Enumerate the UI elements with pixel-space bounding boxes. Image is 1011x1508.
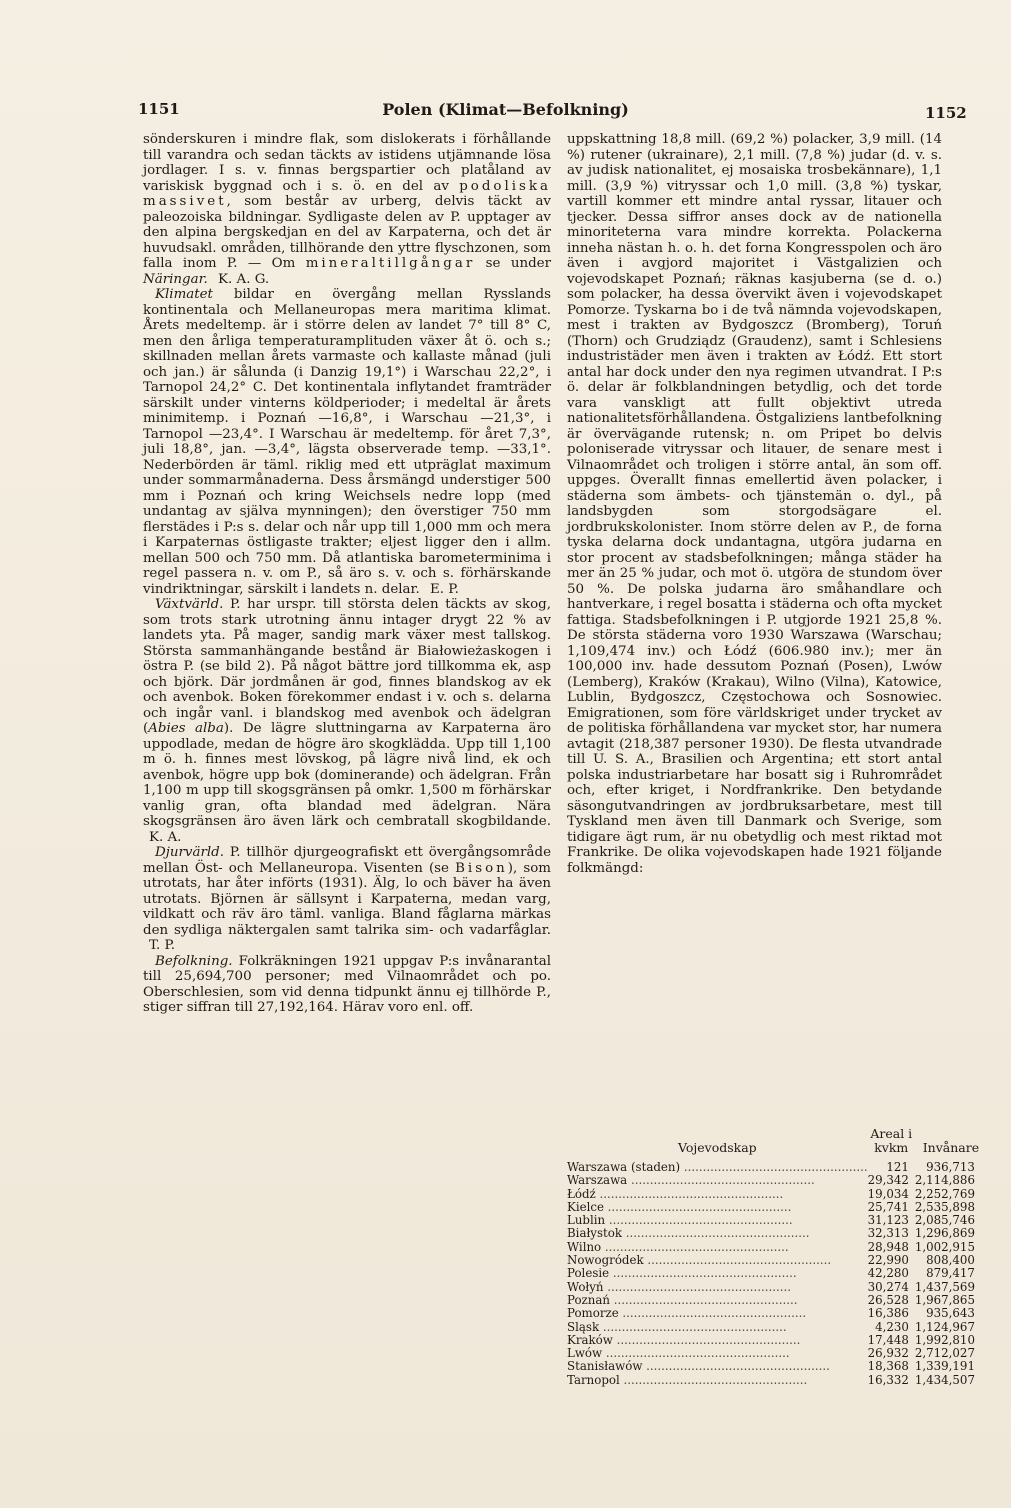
cell-area: 32,313 — [867, 1226, 909, 1241]
page-number-left: 1151 — [138, 100, 180, 118]
cell-voivodeship: Kraków ..... — [567, 1334, 868, 1347]
table-body — [567, 1161, 987, 1387]
cell-area: 28,948 — [867, 1239, 909, 1254]
paragraph-population: Befolkning. Folkräkningen 1921 uppgav P:s invånarantal till 25,694,700 personer; med Vilnaområdet och po. Oberschlesien, som vid denna tidpunkt ännu ej tillhörde P., stiger siffran till 27,192,164. Härav voro enl. off. — [143, 953, 551, 1015]
table-row — [567, 1281, 987, 1294]
cell-area: 29,342 — [867, 1173, 909, 1188]
column-header-name: Vojevodskap — [677, 1140, 757, 1155]
section-heading-flora: Växtvärld. — [155, 597, 224, 612]
cell-population: 2,085,746 — [914, 1213, 975, 1228]
cell-area: 25,741 — [867, 1199, 909, 1214]
cell-voivodeship: Stanisławów ..... — [567, 1360, 868, 1373]
author-signature: K. A. — [149, 829, 182, 845]
cell-voivodeship: Kielce ..... — [567, 1201, 868, 1214]
author-signature: K. A. G. — [218, 271, 270, 287]
cell-voivodeship: Tarnopol ..... — [567, 1374, 868, 1387]
page-title: Polen (Klimat—Befolkning) — [382, 100, 629, 119]
cell-population: 1,992,810 — [914, 1332, 975, 1347]
table-row — [567, 1214, 987, 1227]
cell-voivodeship: Nowogródek ..... — [567, 1254, 868, 1267]
cell-area: 19,034 — [867, 1186, 909, 1201]
cell-population: 1,339,191 — [914, 1359, 975, 1374]
cell-voivodeship: Lublin ..... — [567, 1214, 868, 1227]
cell-population: 1,434,507 — [914, 1372, 975, 1387]
section-heading-fauna: Djurvärld. — [155, 845, 224, 860]
cell-population: 1,437,569 — [914, 1279, 975, 1294]
cell-voivodeship: Warszawa ..... — [567, 1174, 868, 1187]
cell-population: 2,114,886 — [914, 1173, 975, 1188]
table-row — [567, 1174, 987, 1187]
voivodeship-table — [567, 1127, 987, 1387]
cell-area: 42,280 — [867, 1266, 909, 1281]
table-row — [567, 1294, 987, 1307]
table-row — [567, 1267, 987, 1280]
author-signature: E. P. — [429, 581, 459, 597]
cell-area: 26,528 — [867, 1292, 909, 1307]
cell-area: 4,230 — [875, 1319, 909, 1334]
table-row — [567, 1161, 987, 1174]
table-row — [567, 1188, 987, 1201]
column-header-pop: Invånare — [922, 1140, 980, 1155]
cell-area: 18,368 — [867, 1359, 909, 1374]
cell-voivodeship: Białystok ..... — [567, 1227, 868, 1240]
cell-area: 16,332 — [867, 1372, 909, 1387]
page-number-right: 1152 — [925, 104, 967, 122]
cell-population: 2,535,898 — [914, 1199, 975, 1214]
cell-area: 22,990 — [867, 1253, 909, 1268]
cell-voivodeship: Warszawa (staden) ..... — [567, 1161, 868, 1174]
table-header-row — [567, 1127, 987, 1161]
cell-voivodeship: Łódź ..... — [567, 1188, 868, 1201]
cell-voivodeship: Poznań ..... — [567, 1294, 868, 1307]
right-column — [567, 132, 942, 876]
cell-population: 808,400 — [926, 1253, 975, 1268]
table-row — [567, 1347, 987, 1360]
section-heading-climate: Klimatet — [155, 287, 213, 302]
table-row — [567, 1254, 987, 1267]
paragraph-population-cont: uppskattning 18,8 mill. (69,2 %) polacker, 3,9 mill. (14 %) rutener (ukrainare), 2,1 mill. (7,8 %) judar (d. v. s. av judisk nationalitet, ej mosaiska trosbekännare), 1,1 mill. (3,9 %) vitryssar och 1,0 mill. (3,8 %) tyskar, vartill kommer ett mindre antal ryssar, litauer och tjecker. Dessa siffror anses dock av de nationella minoriteterna vara mindre korrekta. Polackerna inneha nästan h. o. h. det forna Kongresspolen och äro även i avgjord majoritet i Västgalizien och vojevodskapet Poznań; räknas kasjuberna (se d. o.) som polacker, ha dessa övervikt även i vojevodskapet Pomorze. Tyskarna bo i de två nämnda vojevodskapen, mest i trakten av Bydgoszcz (Bromberg), Toruń (Thorn) och Grudziądz (Graudenz), samt i Schlesiens industristäder men även i trakten av Łódź. Ett stort antal har dock under den nya regimen utvandrat. I P:s ö. delar är folkblandningen betydlig, och det torde vara vanskligt att fullt objektivt utreda nationalitetsförhållandena. Östgaliziens lantbefolkning är övervägande rutensk; n. om Pripet bo delvis poloniserade vitryssar och litauer, de senare mest i Vilnaområdet och troligen i större antal, än som off. uppges. Överallt finnas emellertid även polacker, i städerna som ämbets- och tjänstemän o. dyl., på landsbygden som storgodsägare el. jordbrukskolonister. Inom större delen av P., de forna tyska delarna dock undantagna, utgöra judarna en stor procent av stadsbefolkningen; många städer ha mer än 25 % judar, och mot ö. utgöra de stundom över 50 %. De polska judarna äro småhandlare och hantverkare, i regel bosatta i städerna och ofta mycket fattiga. Stadsbefolkningen i P. utgjorde 1921 25,8 %. De största städerna voro 1930 Warszawa (Warschau; 1,109,474 inv.) och Łódź (606.980 inv.); mer än 100,000 inv. hade dessutom Poznań (Posen), Lwów (Lemberg), Kraków (Krakau), Wilno (Vilna), Katowice, Lublin, Bydgoszcz, Częstochowa och Sosnowiec. Emigrationen, som före världskriget under trycket av de politiska förhållandena var mycket stor, har numera avtagit (218,387 personer 1930). De flesta utvandrade till U. S. A., Brasilien och Argentina; ett stort antal polska industriarbetare har bosatt sig i Ruhrområdet och, efter kriget, i Nordfrankrike. Den betydande säsongutvandringen av jordbruksarbetare, mest till Tyskland men även till Danmark och Sverige, som tidigare ägt rum, är nu obetydlig och mest riktad mot Frankrike. De olika vojevodskapen hade 1921 följande folkmängd: — [567, 132, 942, 876]
cell-population: 1,002,915 — [914, 1239, 975, 1254]
table-row — [567, 1374, 987, 1387]
cell-population: 879,417 — [926, 1266, 975, 1281]
table-row — [567, 1241, 987, 1254]
paragraph-fauna: Djurvärld. P. tillhör djurgeografiskt ett övergångsområde mellan Öst- och Mellaneuropa. Visenten (se Bison), som utrotats, har åter införts (1931). Älg, lo och bäver ha även utrotats. Björnen är sällsynt i Karpaterna, medan varg, vildkatt och räv äro täml. vanliga. Bland fåglarna märkas den sydliga näktergalen samt talrika sim- och vadarfåglar. T. P. — [143, 845, 551, 953]
left-column — [143, 132, 551, 1016]
cell-voivodeship: Wołyń ..... — [567, 1281, 868, 1294]
cell-voivodeship: Lwów ..... — [567, 1347, 868, 1360]
cell-area: 26,932 — [867, 1346, 909, 1361]
column-header-area: Areal i kvkm — [870, 1126, 913, 1155]
table-row — [567, 1201, 987, 1214]
cell-voivodeship: Pomorze ..... — [567, 1307, 868, 1320]
cell-population: 2,252,769 — [914, 1186, 975, 1201]
paragraph-climate: Klimatet bildar en övergång mellan Rysslands kontinentala och Mellaneuropas mera maritima klimat. Årets medeltemp. är i större delen av landet 7° till 8° C, men den årliga temperaturamplituden växer åt ö. och s.; skillnaden mellan årets varmaste och kallaste månad (juli och jan.) är sålunda (i Danzig 19,1°) i Warschau 22,2°, i Tarnopol 24,2° C. Det kontinentala inflytandet framträder särskilt under vinterns köldperioder; i medeltal är årets minimitemp. i Poznań —16,8°, i Warschau —21,3°, i Tarnopol —23,4°. I Warschau är medeltemp. för året 7,3°, juli 18,8°, jan. —3,4°, lägsta observerade temp. —33,1°. Nederbörden är täml. riklig med ett utpräglat maximum under sommarmånaderna. Dess årsmängd understiger 500 mm i Poznań och kring Weichsels nedre lopp (med undantag av själva mynningen); den överstiger 750 mm flerstädes i P:s s. delar och når upp till 1,000 mm och mera i Karpaternas östligaste trakter; eljest ligger den i allm. mellan 500 och 750 mm. Då atlantiska barometerminima i regel passera n. v. om P., så äro s. v. och s. förhärskande vindriktningar, särskilt i landets n. delar. E. P. — [143, 287, 551, 597]
cell-population: 935,643 — [926, 1306, 975, 1321]
cell-area: 121 — [886, 1160, 909, 1174]
cell-population: 1,296,869 — [914, 1226, 975, 1241]
table-row — [567, 1227, 987, 1240]
cell-area: 31,123 — [867, 1213, 909, 1228]
cell-population: 936,713 — [926, 1160, 975, 1174]
table-row — [567, 1307, 987, 1320]
cell-voivodeship: Polesie ..... — [567, 1267, 868, 1280]
cell-area: 17,448 — [867, 1332, 909, 1347]
cell-population: 1,967,865 — [914, 1292, 975, 1307]
cell-population: 2,712,027 — [914, 1346, 975, 1361]
paragraph-geology: sönderskuren i mindre flak, som dislokerats i förhållande till varandra och sedan täckts av istidens utjämnande lösa jordlager. I s. v. finnas bergspartier och platåland av variskisk byggnad och i s. ö. en del av podoliska massivet, som består av urberg, delvis täckt av paleozoiska bildningar. Sydligaste delen av P. upptager av den alpina bergskedjan en del av Karpaterna, och det är huvudsakl. områden, tillhörande den yttre flyschzonen, som falla inom P. — Om mineraltillgångar se under Näringar. K. A. G. — [143, 132, 551, 287]
cell-area: 16,386 — [867, 1306, 909, 1321]
paragraph-flora: Växtvärld. P. har urspr. till största delen täckts av skog, som trots stark utrotning ännu intager drygt 22 % av landets yta. På mager, sandig mark växer mest tallskog. Största sammanhängande bestånd är Białowieżaskogen i östra P. (se bild 2). På något bättre jord tillkomma ek, asp och björk. Där jordmånen är god, finnes blandskog av ek och avenbok. Boken förekommer endast i v. och s. delarna och ingår vanl. i blandskog med avenbok och ädelgran (Abies alba). De lägre sluttningarna av Karpaterna äro uppodlade, medan de högre äro skogklädda. Upp till 1,100 m ö. h. finnes mest lövskog, på lägre nivå lind, ek och avenbok, högre upp bok (dominerande) och ädelgran. Från 1,100 m upp till skogsgränsen på omkr. 1,500 m förhärskar vanlig gran, ofta blandad med ädelgran. Nära skogsgränsen äro även lärk och cembratall skogbildande. K. A. — [143, 597, 551, 845]
table-row — [567, 1321, 987, 1334]
table-row — [567, 1334, 987, 1347]
cell-population: 1,124,967 — [914, 1319, 975, 1334]
section-heading-population: Befolkning. — [155, 953, 233, 969]
author-signature: T. P. — [149, 938, 176, 953]
table-row — [567, 1360, 987, 1373]
cell-area: 30,274 — [867, 1279, 909, 1294]
cell-voivodeship: Śląsk ..... — [567, 1321, 868, 1334]
cell-voivodeship: Wilno ..... — [567, 1241, 868, 1254]
